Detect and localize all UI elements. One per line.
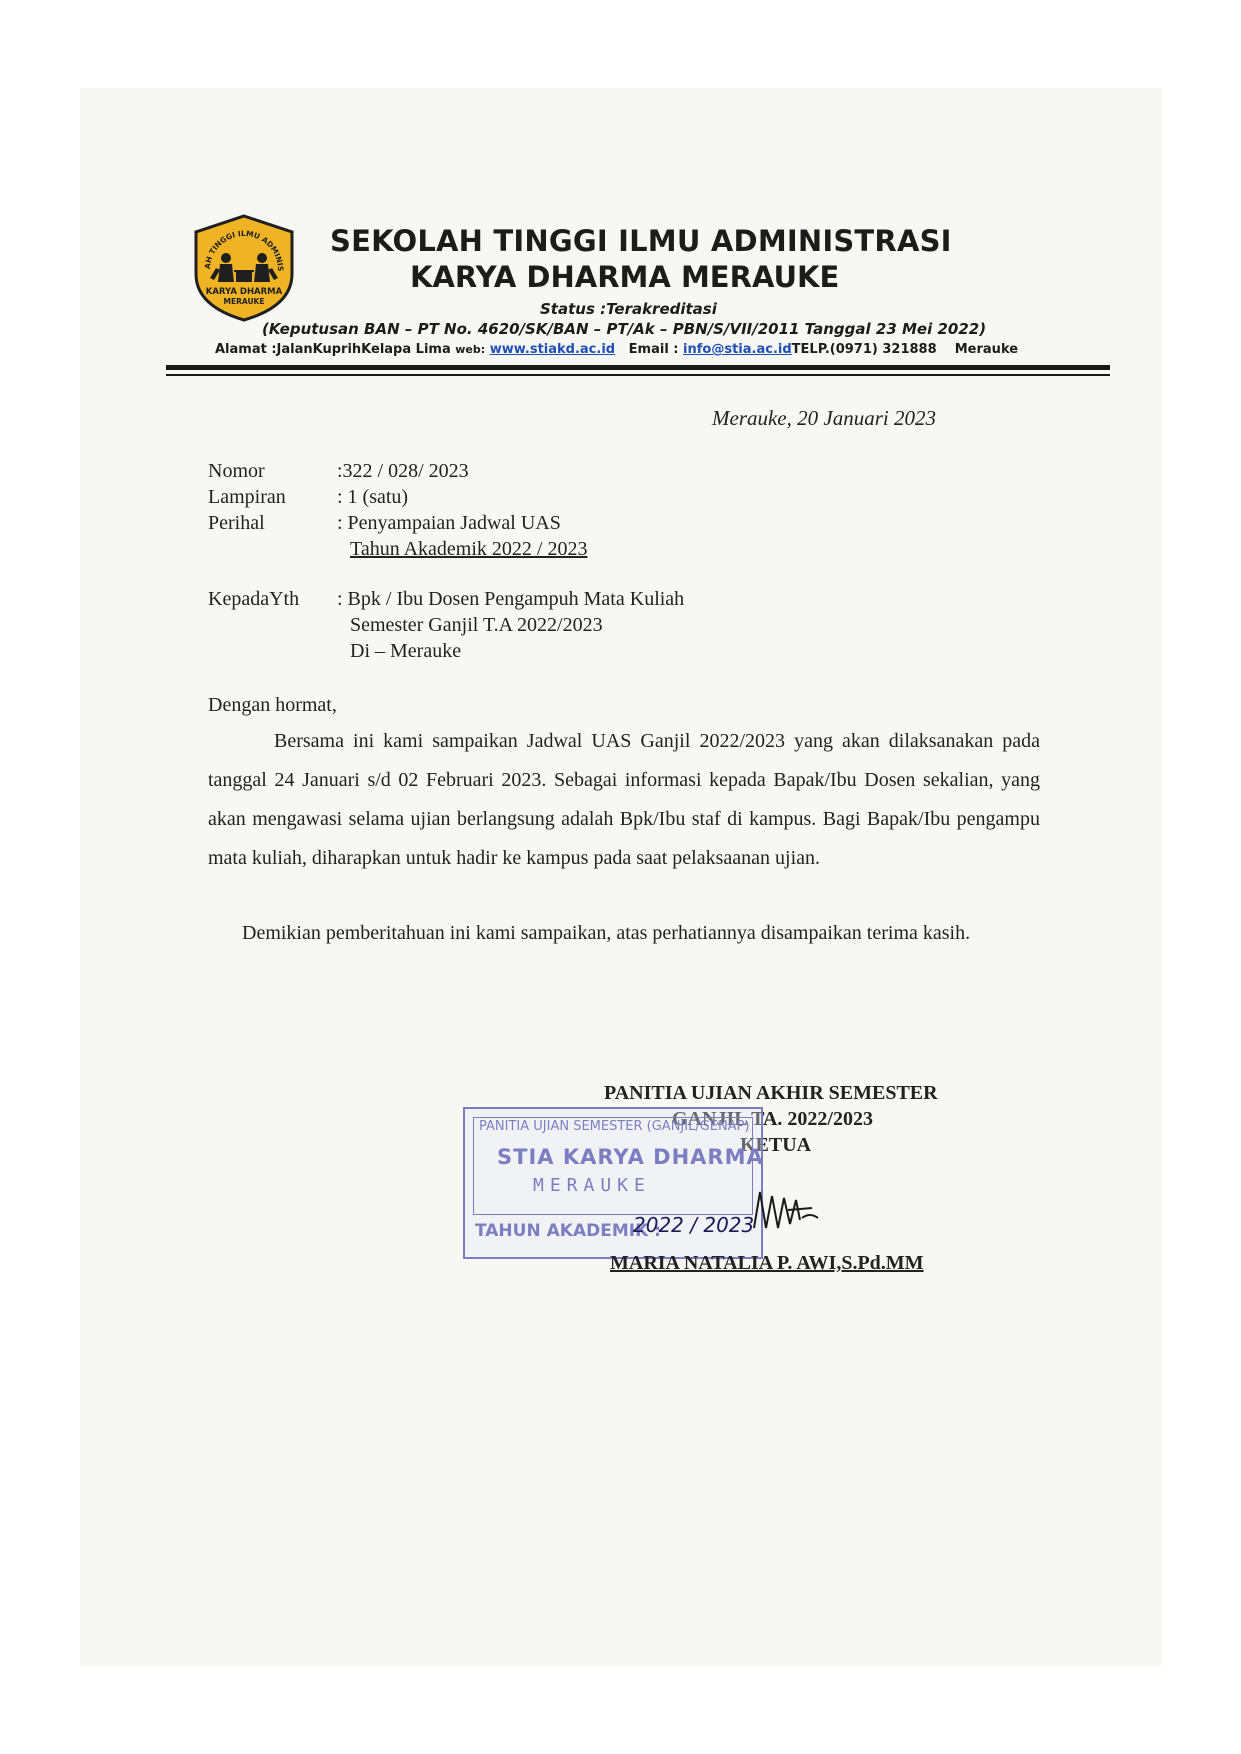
institution-name-line1: SEKOLAH TINGGI ILMU ADMINISTRASI <box>330 224 952 258</box>
email-label: Email : <box>628 342 679 357</box>
paragraph-2: Demikian pemberitahuan ini kami sampaikan, atas perhatiannya disampaikan terima kasih. <box>242 922 971 944</box>
header-rule-thick <box>166 365 1110 370</box>
institution-logo <box>190 214 298 322</box>
lampiran-value: : 1 (satu) <box>337 486 409 508</box>
signatory-role: KETUA <box>740 1134 812 1156</box>
paragraph-1: Bersama ini kami sampaikan Jadwal UAS Ganjil 2022/2023 yang akan dilaksanakan pada tanggal 24 Januari s/d 02 Februari 2023. Sebagai informasi kepada Bapak/Ibu Dosen sekalian, yang akan mengawasi selama ujian berlangsung adalah Bpk/Ibu staf di kampus. Bagi Bapak/Ibu pengampu mata kuliah, diharapkan untuk hadir ke kampus pada saat pelaksaanan ujian. <box>208 730 1040 869</box>
header-rule-thin <box>166 374 1110 376</box>
svg-text:SEKOLAH TINGGI ILMU ADMINISTRA: AH TINGGI ILMU ADMINIS <box>202 228 286 272</box>
stamp-line-committee: PANITIA UJIAN SEMESTER (GANJIL/GENAP) <box>479 1119 750 1134</box>
kepada-value: : Bpk / Ibu Dosen Pengampuh Mata Kuliah <box>337 588 685 610</box>
signatory-name: MARIA NATALIA P. AWI,S.Pd.MM <box>610 1252 924 1274</box>
lampiran-label: Lampiran <box>208 486 286 508</box>
stamp-line-city: MERAUKE <box>533 1175 651 1196</box>
institution-name-line2: KARYA DHARMA MERAUKE <box>410 260 840 294</box>
accreditation-decree: (Keputusan BAN – PT No. 4620/SK/BAN – PT/Ak – PBN/S/VII/2011 Tanggal 23 Mei 2022) <box>262 320 987 338</box>
committee-period: GANJIL TA. 2022/2023 <box>672 1108 873 1130</box>
city: Merauke <box>954 342 1019 357</box>
website-link[interactable]: www.stiakd.ac.id <box>489 342 616 357</box>
stamp-line-academic-year: TAHUN AKADEMIK : <box>475 1221 661 1241</box>
official-stamp <box>463 1107 763 1259</box>
nomor-value: :322 / 028/ 2023 <box>337 460 469 482</box>
kepada-label: KepadaYth <box>208 588 300 610</box>
letter-date: Merauke, 20 Januari 2023 <box>712 406 936 430</box>
stamp-handwritten-year: 2022 / 2023 <box>633 1213 755 1237</box>
perihal-value-line2: Tahun Akademik 2022 / 2023 <box>350 538 588 560</box>
accreditation-status: Status :Terakreditasi <box>540 300 717 318</box>
salutation: Dengan hormat, <box>208 694 337 716</box>
perihal-value: : Penyampaian Jadwal UAS <box>337 512 561 534</box>
committee-name: PANITIA UJIAN AKHIR SEMESTER <box>604 1082 938 1104</box>
stamp-line-institution: STIA KARYA DHARMA <box>497 1145 764 1169</box>
handwritten-signature <box>752 1188 822 1236</box>
email-link[interactable]: info@stia.ac.id <box>683 342 792 357</box>
address: Alamat :JalanKuprihKelapa Lima <box>215 342 451 357</box>
nomor-label: Nomor <box>208 460 265 482</box>
perihal-label: Perihal <box>208 512 265 534</box>
contact-line <box>215 342 1018 357</box>
kepada-value-line2: Semester Ganjil T.A 2022/2023 <box>350 614 603 636</box>
phone: TELP.(0971) 321888 <box>791 342 937 357</box>
logo-text-karya: KARYA DHARMA <box>205 287 283 297</box>
web-label: web: <box>455 343 486 356</box>
kepada-value-line3: Di – Merauke <box>350 640 462 662</box>
logo-text-merauke: MERAUKE <box>223 297 265 306</box>
